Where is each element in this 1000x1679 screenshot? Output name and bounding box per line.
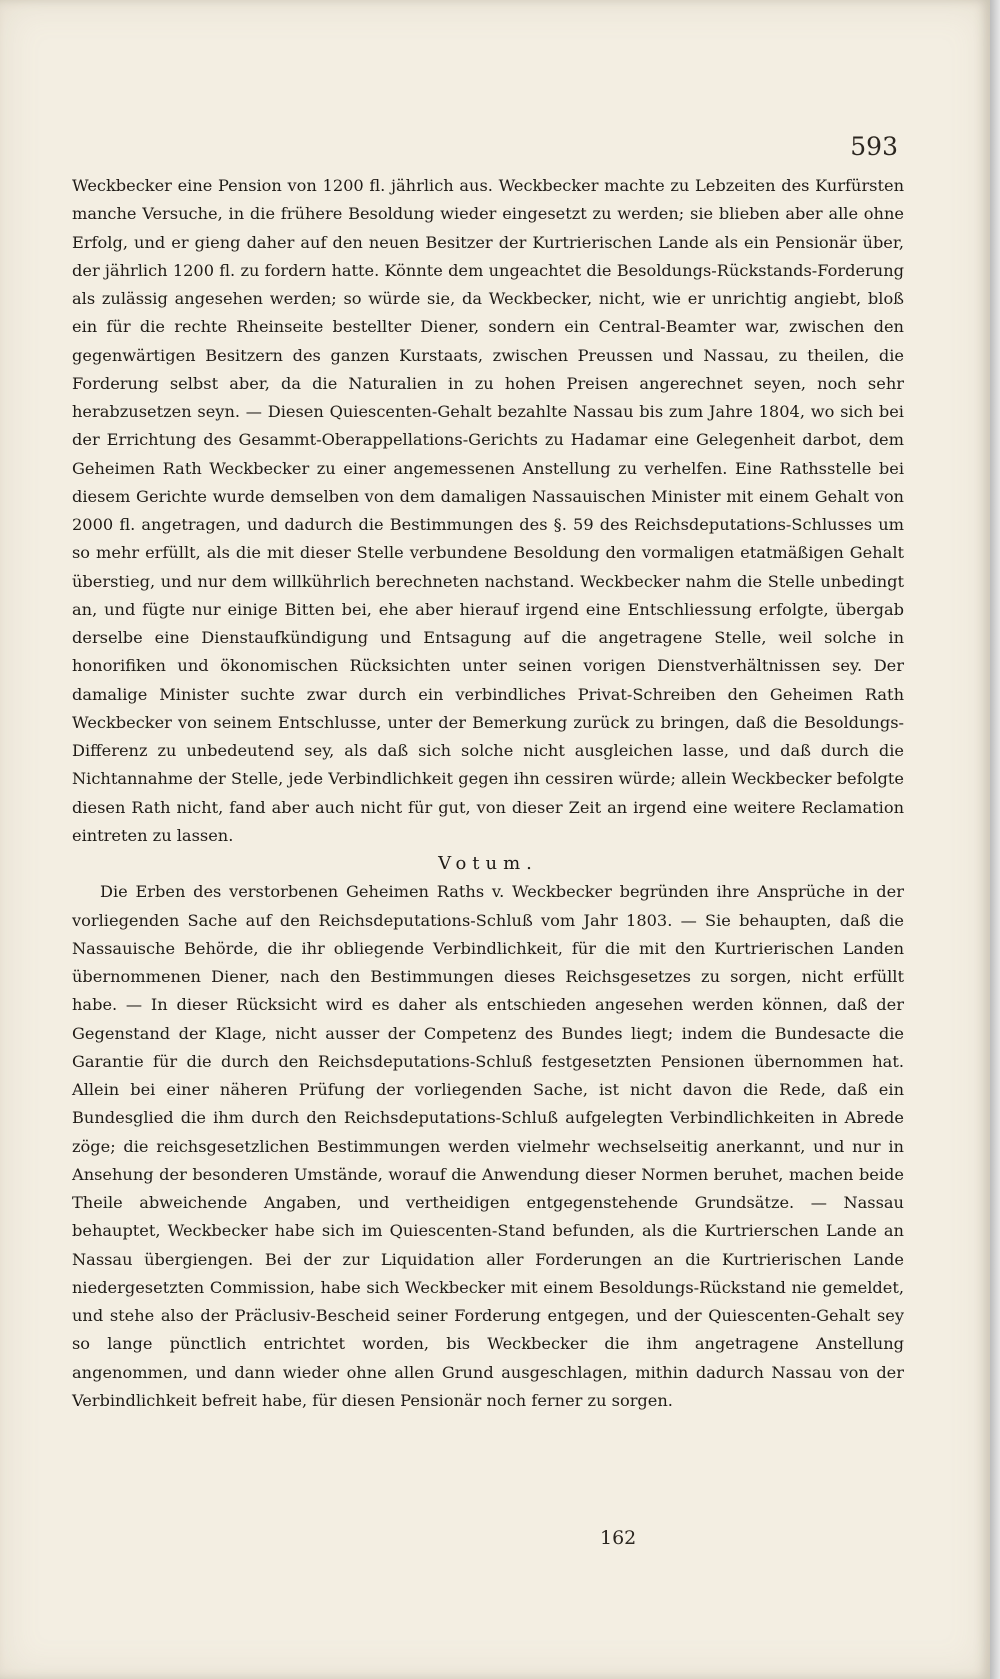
page-edge [990,0,1000,1679]
page-body [72,172,904,1415]
paragraph-facts: Weckbecker eine Pension von 1200 fl. jährlich aus. Weckbecker machte zu Lebzeiten des Kurfürsten manche Versuche, in die frühere Besoldung wieder eingesetzt zu werden; sie blieben aber alle ohne Erfolg, und er gieng daher auf den neuen Besitzer der Kurtrierischen Lande als ein Pensionär über, der jährlich 1200 fl. zu fordern hatte. Könnte dem ungeachtet die Besoldungs-Rückstands-Forderung als zulässig angesehen werden; so würde sie, da Weckbecker, nicht, wie er unrichtig angiebt, bloß ein für die rechte Rheinseite bestellter Diener, sondern ein Central-Beamter war, zwischen den gegenwärtigen Besitzern des ganzen Kurstaats, zwischen Preussen und Nassau, zu theilen, die Forderung selbst aber, da die Naturalien in zu hohen Preisen angerechnet seyen, noch sehr herabzusetzen seyn. — Diesen Quiescenten-Gehalt bezahlte Nassau bis zum Jahre 1804, wo sich bei der Errichtung des Gesammt-Oberappellations-Gerichts zu Hadamar eine Gelegenheit darbot, dem Geheimen Rath Weckbecker zu einer angemessenen Anstellung zu verhelfen. Eine Rathsstelle bei diesem Gerichte wurde demselben von dem damaligen Nassauischen Minister mit einem Gehalt von 2000 fl. angetragen, und dadurch die Bestimmungen des §. 59 des Reichsdeputations-Schlusses um so mehr erfüllt, als die mit dieser Stelle verbundene Besoldung den vormaligen etatmäßigen Gehalt überstieg, und nur dem willkührlich berechneten nachstand. Weckbecker nahm die Stelle unbedingt an, und fügte nur einige Bitten bei, ehe aber hierauf irgend eine Entschliessung erfolgte, übergab derselbe eine Dienstaufkündigung und Entsagung auf die angetragene Stelle, weil solche in honorifiken und ökonomischen Rücksichten unter seinen vorigen Dienstverhältnissen sey. Der damalige Minister suchte zwar durch ein verbindliches Privat-Schreiben den Geheimen Rath Weckbecker von seinem Entschlusse, unter der Bemerkung zurück zu bringen, daß die Besoldungs-Differenz zu unbedeutend sey, als daß sich solche nicht ausgleichen lasse, und daß durch die Nichtannahme der Stelle, jede Verbindlichkeit gegen ihn cessiren würde; allein Weckbecker befolgte diesen Rath nicht, fand aber auch nicht für gut, von dieser Zeit an irgend eine weitere Reclamation eintreten zu lassen. [72,176,904,845]
page-number: 593 [850,132,898,161]
printer-signature-mark: 162 [600,1527,637,1549]
section-heading-votum: Votum. [438,853,538,874]
paragraph-votum: Die Erben des verstorbenen Geheimen Raths v. Weckbecker begründen ihre Ansprüche in der vorliegenden Sache auf den Reichsdeputations-Schluß vom Jahr 1803. — Sie behaupten, daß die Nassauische Behörde, die ihr obliegende Verbindlichkeit, für die mit den Kurtrierischen Landen übernommenen Diener, nach den Bestimmungen dieses Reichsgesetzes zu sorgen, nicht erfüllt habe. — In dieser Rücksicht wird es daher als entschieden angesehen werden können, daß der Gegenstand der Klage, nicht ausser der Competenz des Bundes liegt; indem die Bundesacte die Garantie für die durch den Reichsdeputations-Schluß festgesetzten Pensionen übernommen hat. Allein bei einer näheren Prüfung der vorliegenden Sache, ist nicht davon die Rede, daß ein Bundesglied die ihm durch den Reichsdeputations-Schluß aufgelegten Verbindlichkeiten in Abrede zöge; die reichsgesetzlichen Bestimmungen werden vielmehr wechselseitig anerkannt, und nur in Ansehung der besonderen Umstände, worauf die Anwendung dieser Normen beruhet, machen beide Theile abweichende Angaben, und vertheidigen entgegenstehende Grundsätze. — Nassau behauptet, Weckbecker habe sich im Quiescenten-Stand befunden, als die Kurtrierschen Lande an Nassau übergiengen. Bei der zur Liquidation aller Forderungen an die Kurtrierischen Lande niedergesetzten Commission, habe sich Weckbecker mit einem Besoldungs-Rückstand nie gemeldet, und stehe also der Präclusiv-Bescheid seiner Forderung entgegen, und der Quiescenten-Gehalt sey so lange pünctlich entrichtet worden, bis Weckbecker die ihm angetragene Anstellung angenommen, und dann wieder ohne allen Grund ausgeschlagen, mithin dadurch Nassau von der Verbindlichkeit befreit habe, für diesen Pensionär noch ferner zu sorgen. [72,882,904,1410]
